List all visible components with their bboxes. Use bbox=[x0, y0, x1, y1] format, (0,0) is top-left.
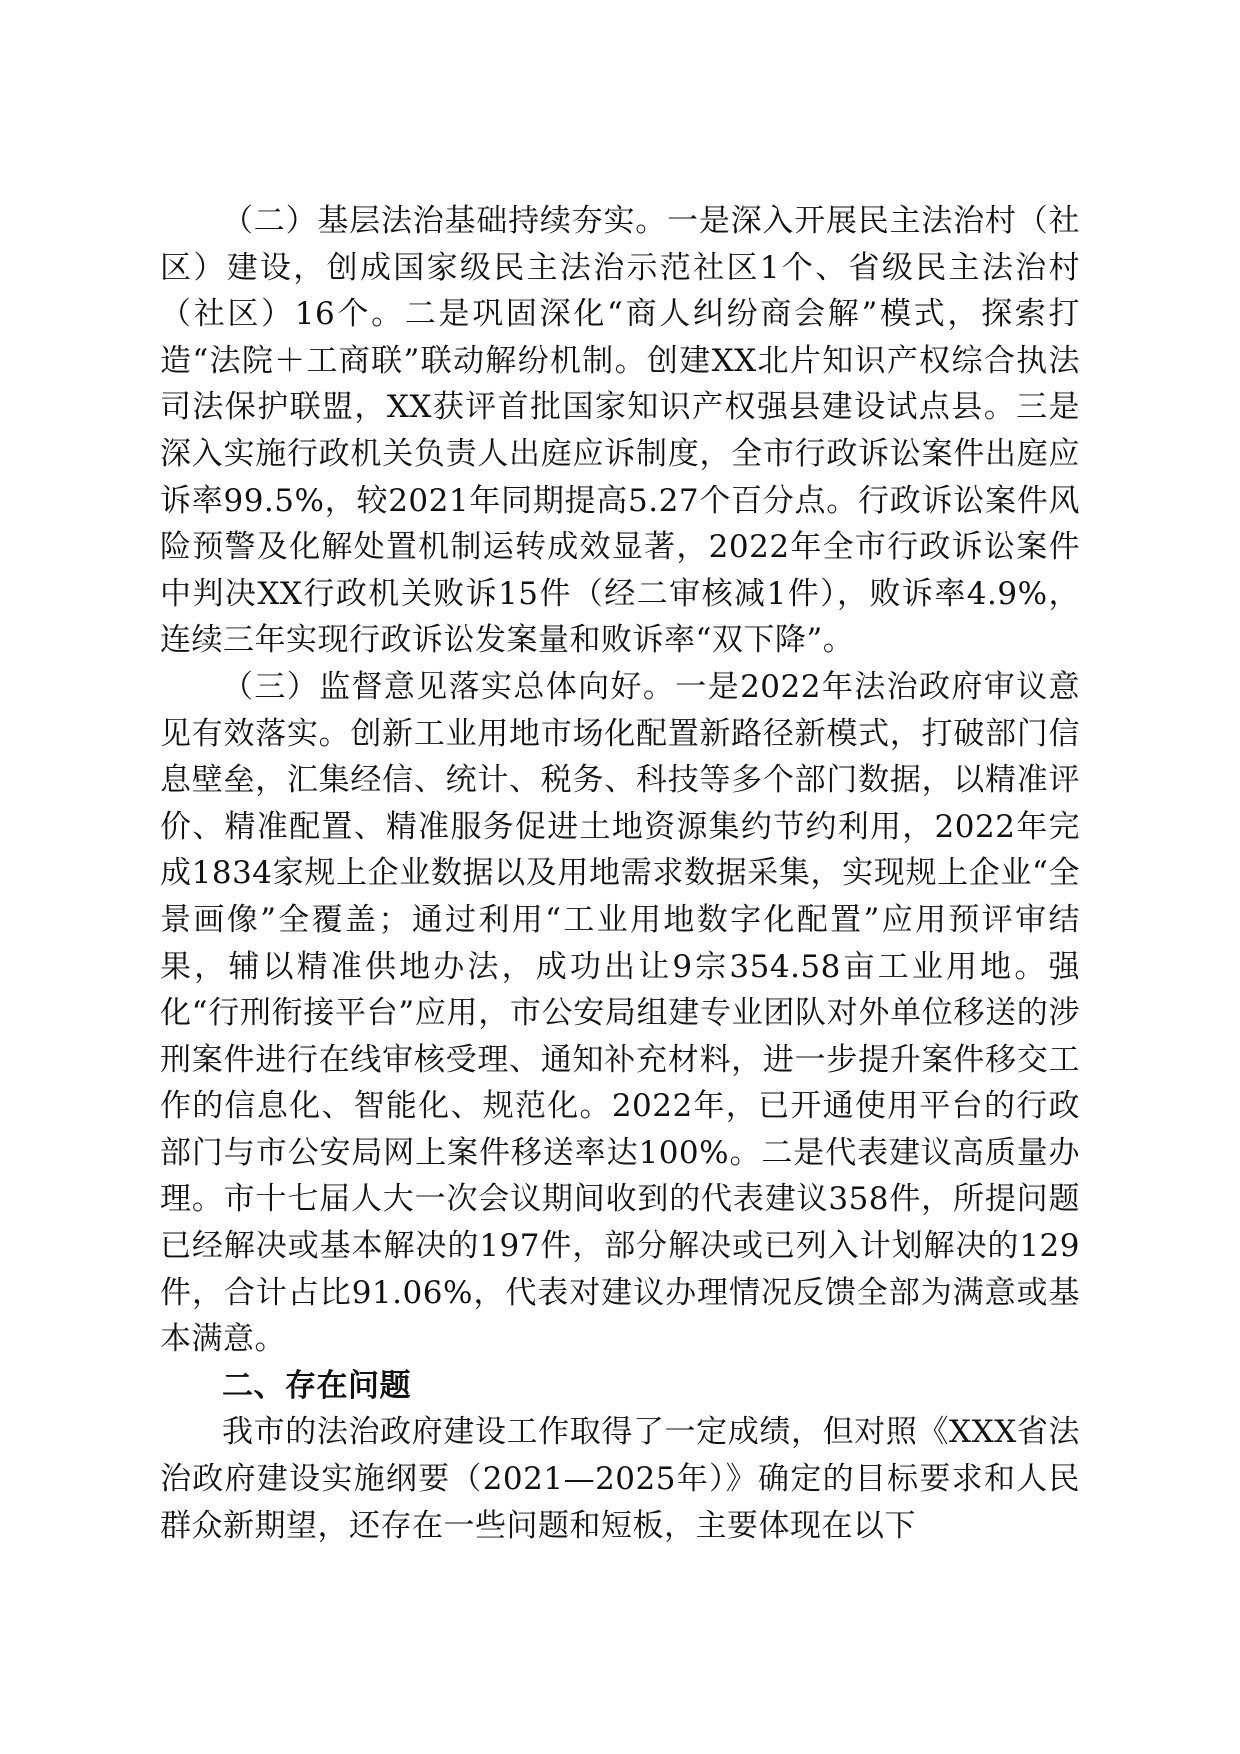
document-body bbox=[160, 198, 1080, 1549]
paragraph-grassroots-rule-of-law: （二）基层法治基础持续夯实。一是深入开展民主法治村（社区）建设，创成国家级民主法治示范社区1个、省级民主法治村（社区）16个。二是巩固深化“商人纠纷商会解”模式，探索打造“法院＋工商联”联动解纷机制。创建XX北片知识产权综合执法司法保护联盟，XX获评首批国家知识产权强县建设试点县。三是深入实施行政机关负责人出庭应诉制度，全市行政诉讼案件出庭应诉率99.5%，较2021年同期提高5.27个百分点。行政诉讼案件风险预警及化解处置机制运转成效显著，2022年全市行政诉讼案件中判决XX行政机关败诉15件（经二审核减1件），败诉率4.9%，连续三年实现行政诉讼发案量和败诉率“双下降”。 bbox=[160, 203, 1080, 659]
paragraph-problems-intro: 我市的法治政府建设工作取得了一定成绩，但对照《XXX省法治政府建设实施纲要（2021—2025年）》确定的目标要求和人民群众新期望，还存在一些问题和短板，主要体现在以下 bbox=[160, 1414, 1080, 1544]
paragraph-supervision-opinions: （三）监督意见落实总体向好。一是2022年法治政府审议意见有效落实。创新工业用地市场化配置新路径新模式，打破部门信息壁垒，汇集经信、统计、税务、科技等多个部门数据，以精准评价、精准配置、精准服务促进土地资源集约节约利用，2022年完成1834家规上企业数据以及用地需求数据采集，实现规上企业“全景画像”全覆盖；通过利用“工业用地数字化配置”应用预评审结果，辅以精准供地办法，成功出让9宗354.58亩工业用地。强化“行刑衔接平台”应用，市公安局组建专业团队对外单位移送的涉刑案件进行在线审核受理、通知补充材料，进一步提升案件移交工作的信息化、智能化、规范化。2022年，已开通使用平台的行政部门与市公安局网上案件移送率达100%。二是代表建议高质量办理。市十七届人大一次会议期间收到的代表建议358件，所提问题已经解决或基本解决的197件，部分解决或已列入计划解决的129件，合计占比91.06%，代表对建议办理情况反馈全部为满意或基本满意。 bbox=[160, 668, 1080, 1358]
section-heading-existing-problems: 二、存在问题 bbox=[222, 1367, 411, 1404]
